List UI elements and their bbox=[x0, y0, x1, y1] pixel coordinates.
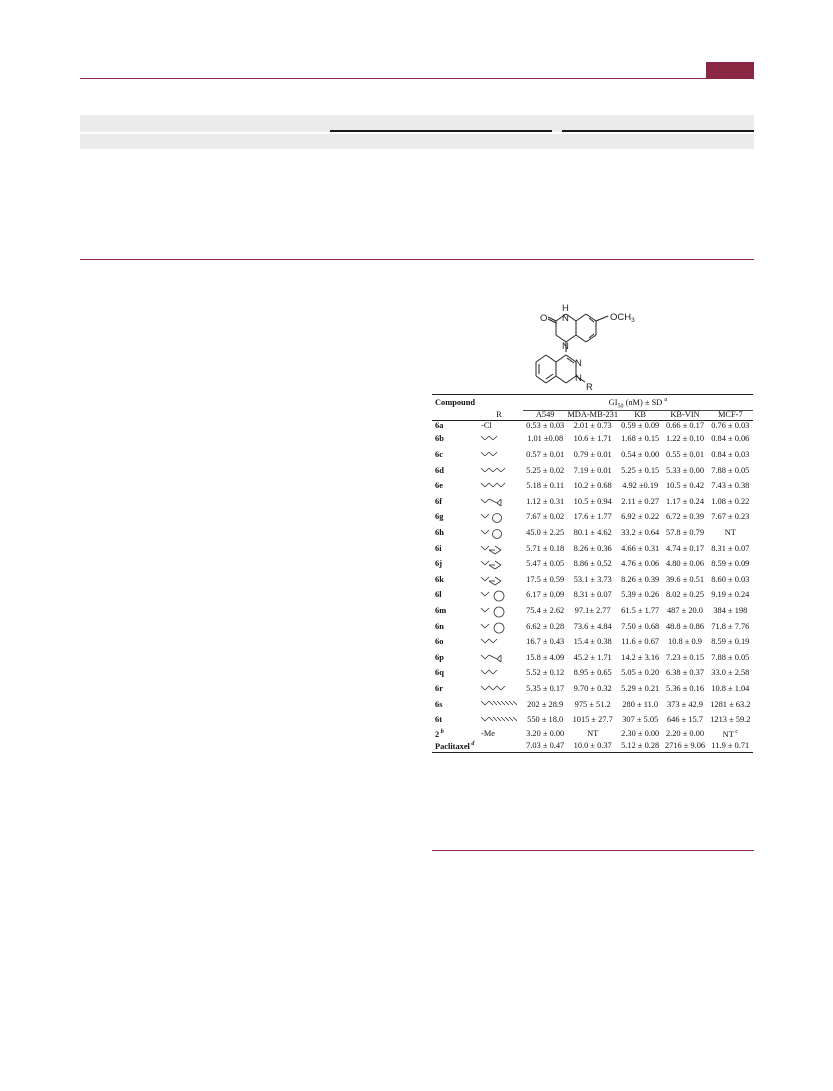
gi50-value: 7.67 ± 0.02 bbox=[526, 512, 565, 522]
table-row bbox=[432, 526, 753, 542]
gi50-value: 6.17 ± 0.09 bbox=[526, 590, 565, 600]
r-group bbox=[475, 697, 523, 713]
gi50-value: 15.4 ± 0.38 bbox=[573, 637, 612, 647]
gi50-value: 14.2 ± 3.16 bbox=[621, 652, 660, 662]
butylamino-sidechain-icon bbox=[479, 465, 523, 478]
table-row bbox=[432, 448, 753, 464]
gi50-value: NT $^c$ bbox=[722, 729, 738, 739]
compound-id: 6g bbox=[435, 512, 444, 522]
gi50-value: 5.39 ± 0.26 bbox=[621, 590, 660, 600]
gi50-value: 0.53 ± 0.03 bbox=[526, 420, 565, 430]
gi50-value: 97.1± 2.77 bbox=[574, 606, 611, 615]
r-group bbox=[475, 619, 523, 635]
gi50-value: 646 ± 15.7 bbox=[666, 715, 703, 725]
gi50-value: 10.6 ± 1.71 bbox=[573, 434, 612, 444]
r-group bbox=[475, 526, 523, 542]
table-row bbox=[432, 666, 753, 682]
gi50-value: 10.5 ± 0.94 bbox=[573, 496, 612, 506]
table-row bbox=[432, 635, 753, 651]
gi50-value: 307 ± 5.05 bbox=[622, 715, 659, 725]
gi50-value: 0.57 ± 0.01 bbox=[526, 450, 565, 460]
r-group bbox=[475, 494, 523, 510]
r-group bbox=[475, 666, 523, 682]
structure-n-ring2-label: N bbox=[575, 373, 582, 384]
gi50-value: 1213 ± 59.2 bbox=[710, 715, 751, 725]
section-divider bbox=[80, 259, 754, 260]
gi50-value: 550 ± 18.0 bbox=[527, 715, 564, 725]
gi50-value: 1.01 ±0.08 bbox=[527, 434, 564, 444]
gi50-value: 0.76 ± 0.03 bbox=[711, 420, 750, 430]
table-row bbox=[432, 604, 753, 620]
gi50-value: 39.6 ± 0.51 bbox=[665, 574, 705, 584]
compound-id: 6q bbox=[435, 668, 444, 678]
gi50-value: NT bbox=[587, 728, 599, 738]
table-row bbox=[432, 588, 753, 604]
gi50-value: 5.52 ± 0.12 bbox=[526, 668, 565, 678]
gi50-value: 75.4 ± 2.62 bbox=[526, 606, 565, 615]
gi50-value: 4.92 ±0.19 bbox=[622, 481, 659, 491]
table-row bbox=[432, 541, 753, 557]
column-header-kb: KB bbox=[634, 409, 647, 419]
table-header-band-2 bbox=[80, 134, 754, 149]
gi50-value: 61.5 ± 1.77 bbox=[621, 606, 660, 615]
methylamino-sidechain-icon bbox=[479, 433, 523, 446]
compound-id: 6e bbox=[435, 481, 443, 491]
table-row bbox=[432, 682, 753, 698]
compound-id: 6r bbox=[435, 683, 443, 693]
long-chain-hydroxylamine-sidechain-icon bbox=[479, 714, 523, 727]
column-group-rule-right bbox=[562, 130, 754, 132]
gi50-value: 9.19 ± 0.24 bbox=[711, 590, 750, 600]
gi50-value: 8.86 ± 0.52 bbox=[573, 559, 612, 569]
r-group bbox=[475, 479, 523, 495]
gi50-value: 16.7 ± 0.43 bbox=[526, 637, 565, 647]
page-tab-marker bbox=[706, 62, 754, 78]
r-group bbox=[475, 650, 523, 666]
structure-n-ring1-label: N bbox=[575, 358, 582, 369]
compound-id: 6p bbox=[435, 652, 444, 662]
compound-id: 6o bbox=[435, 637, 444, 647]
r-group bbox=[475, 588, 523, 604]
column-header-kb-vin: KB-VIN bbox=[670, 409, 700, 419]
r-group bbox=[475, 635, 523, 651]
cyanophenyl-meta-sidechain-icon bbox=[479, 605, 523, 618]
gi50-value: 7.88 ± 0.05 bbox=[711, 465, 750, 475]
compound-id: 6c bbox=[435, 450, 443, 460]
compound-id: 6b bbox=[435, 434, 444, 444]
gi50-value: 9.70 ± 0.32 bbox=[573, 683, 612, 693]
gi50-value: 487 ± 20.0 bbox=[666, 606, 703, 615]
gi50-value: 2716 ± 9.06 bbox=[664, 740, 706, 750]
column-group-rule-left bbox=[330, 130, 552, 132]
structure-o-label: O bbox=[540, 313, 548, 324]
ester-sidechain-icon bbox=[479, 667, 523, 680]
gi50-value: 1.22 ± 0.10 bbox=[665, 434, 705, 444]
r-header: R bbox=[496, 409, 502, 419]
gi50-value: 1.08 ± 0.22 bbox=[711, 496, 750, 506]
r-group bbox=[475, 541, 523, 557]
r-group bbox=[475, 557, 523, 573]
table-row bbox=[432, 479, 753, 495]
compound-id: 6i bbox=[435, 543, 442, 553]
gi50-value: 1.17 ± 0.24 bbox=[665, 496, 705, 506]
compound-id: 6m bbox=[435, 606, 447, 615]
gi50-value: 7.23 ± 0.15 bbox=[665, 652, 705, 662]
table-row bbox=[432, 619, 753, 635]
gi50-value: 5.36 ± 0.16 bbox=[665, 683, 705, 693]
gi50-value: 8.59 ± 0.09 bbox=[711, 559, 750, 569]
gi50-value: 5.25 ± 0.02 bbox=[526, 465, 565, 475]
gi50-value: 0.55 ± 0.01 bbox=[665, 450, 705, 460]
gi50-value: 5.33 ± 0.00 bbox=[665, 465, 705, 475]
compound-id: 6k bbox=[435, 574, 444, 584]
difluoropiperidine-sidechain-icon bbox=[479, 543, 523, 556]
gi50-value: 2.01 ± 0.73 bbox=[573, 420, 612, 430]
structure-n-mid-label: N bbox=[562, 341, 569, 352]
compound-id: 6l bbox=[435, 590, 442, 600]
gi50-value: 975 ± 51.2 bbox=[574, 699, 611, 709]
gi50-value: 53.1 ± 3.73 bbox=[573, 574, 612, 584]
gi50-value: 17.5 ± 0.59 bbox=[526, 574, 565, 584]
gi50-value: 8.26 ± 0.36 bbox=[573, 543, 612, 553]
gi50-value: 45.0 ± 2.25 bbox=[526, 528, 565, 538]
difluoroazetidine-sidechain-icon bbox=[479, 558, 523, 571]
table-row bbox=[432, 572, 753, 588]
table-row bbox=[432, 510, 753, 526]
gi50-value: 2.30 ± 0.00 bbox=[621, 728, 660, 738]
gi50-value: 33.0 ± 2.58 bbox=[711, 668, 750, 678]
methoxyazetidine-sidechain-icon bbox=[479, 574, 523, 587]
gi50-value: 8.31 ± 0.07 bbox=[711, 543, 750, 553]
gi50-value: NT bbox=[724, 528, 736, 538]
gi50-value: 3.20 ± 0.00 bbox=[526, 728, 565, 738]
gi50-table bbox=[432, 394, 753, 753]
gi50-value: 0.79 ± 0.01 bbox=[573, 450, 612, 460]
gi50-value: 8.02 ± 0.25 bbox=[665, 590, 705, 600]
compound-id: 6j bbox=[435, 559, 442, 569]
r-group bbox=[475, 604, 523, 620]
gi50-value: 5.71 ± 0.18 bbox=[526, 543, 565, 553]
gi50-value: 0.59 ± 0.09 bbox=[621, 420, 660, 430]
compound-id: 6t bbox=[435, 715, 442, 725]
r-group bbox=[475, 682, 523, 698]
ethoxy-sidechain-icon bbox=[479, 636, 523, 649]
gi50-value: 11.6 ± 0.67 bbox=[621, 637, 660, 647]
compound-id: 6d bbox=[435, 465, 444, 475]
gi50-value: 0.84 ± 0.03 bbox=[711, 450, 750, 460]
gi50-value: 5.18 ± 0.11 bbox=[526, 481, 565, 491]
gi50-value: 10.8 ± 1.04 bbox=[711, 683, 750, 693]
r-group bbox=[475, 740, 523, 752]
gi50-value: 4.74 ± 0.17 bbox=[665, 543, 705, 553]
column-header-mcf-7: MCF-7 bbox=[717, 409, 743, 419]
table-row bbox=[432, 697, 753, 713]
gi50-value: 10.0 ± 0.37 bbox=[573, 740, 612, 750]
gi50-value: 10.2 ± 0.68 bbox=[573, 481, 612, 491]
gi50-value: 7.19 ± 0.01 bbox=[573, 465, 612, 475]
gi50-value: 11.9 ± 0.71 bbox=[711, 740, 750, 750]
pyridylmethylamino-sidechain-icon bbox=[479, 621, 523, 634]
header-rule bbox=[80, 78, 754, 79]
gi50-value: 1281 ± 63.2 bbox=[710, 699, 751, 709]
table-row bbox=[432, 728, 753, 740]
r-group bbox=[475, 463, 523, 479]
r-group bbox=[475, 572, 523, 588]
gi50-group-header: $GI_{50}$ (nM) ± SD $^a$ bbox=[523, 395, 753, 411]
gi50-value: 5.29 ± 0.21 bbox=[621, 683, 660, 693]
gi50-value: 17.6 ± 1.77 bbox=[573, 512, 612, 522]
gi50-value: 8.31 ± 0.07 bbox=[573, 590, 612, 600]
gi50-value: 6.72 ± 0.39 bbox=[665, 512, 705, 522]
gi50-value: 4.66 ± 0.31 bbox=[621, 543, 660, 553]
gi50-value: 8.95 ± 0.65 bbox=[573, 668, 612, 678]
gi50-value: 6.92 ± 0.22 bbox=[621, 512, 660, 522]
gi50-value: 0.54 ± 0.00 bbox=[621, 450, 660, 460]
cyclopropylamino-sidechain-icon bbox=[479, 496, 523, 509]
gi50-value: 73.6 ± 4.84 bbox=[573, 621, 612, 631]
compound-id: Paclitaxel $^d$ bbox=[435, 740, 475, 751]
cyanophenylamino-sidechain-icon bbox=[479, 589, 523, 602]
structure-n-top-label: N bbox=[562, 313, 569, 324]
gi50-value: 373 ± 42.9 bbox=[666, 699, 703, 709]
gi50-value: 48.8 ± 0.86 bbox=[665, 621, 705, 631]
r-group: -Cl bbox=[481, 420, 492, 430]
gi50-value: 57.8 ± 0.79 bbox=[665, 528, 705, 538]
gi50-value: 10.8 ± 0.9 bbox=[668, 637, 702, 647]
long-chain-ketone-sidechain-icon bbox=[479, 698, 523, 711]
compound-id: 6h bbox=[435, 528, 444, 538]
gi50-value: 6.62 ± 0.28 bbox=[526, 621, 565, 631]
gi50-value: 71.8 ± 7.76 bbox=[711, 621, 750, 631]
scaffold-structure bbox=[530, 300, 700, 395]
table-row bbox=[432, 557, 753, 573]
structure-och3-label: $OCH_3$ bbox=[610, 312, 635, 324]
gi50-value: 8.59 ± 0.19 bbox=[711, 637, 750, 647]
compound-id: 6s bbox=[435, 699, 443, 709]
table-row bbox=[432, 650, 753, 666]
gi50-value: 7.03 ± 0.47 bbox=[526, 740, 565, 750]
column-header-a549: A549 bbox=[535, 409, 555, 419]
gi50-value: 2.11 ± 0.27 bbox=[621, 496, 660, 506]
ethylamino-sidechain-icon bbox=[479, 449, 523, 462]
gi50-value: 45.2 ± 1.71 bbox=[573, 652, 612, 662]
table-row bbox=[432, 463, 753, 479]
compound-id: 6n bbox=[435, 621, 444, 631]
hydroxypropylamino-sidechain-icon bbox=[479, 480, 523, 493]
gi50-value: 7.67 ± 0.23 bbox=[711, 512, 750, 522]
compound-header: Compound bbox=[435, 398, 476, 408]
gi50-value: 8.60 ± 0.03 bbox=[711, 574, 750, 584]
gi50-value: 1.12 ± 0.31 bbox=[526, 496, 565, 506]
cyclopropylmethoxy-sidechain-icon bbox=[479, 652, 523, 665]
table-row bbox=[432, 740, 753, 752]
table-row bbox=[432, 713, 753, 729]
gi50-value: 5.47 ± 0.05 bbox=[526, 559, 565, 569]
compound-id: 6f bbox=[435, 496, 442, 506]
r-group bbox=[475, 448, 523, 464]
gi50-value: 1.68 ± 0.15 bbox=[621, 434, 660, 444]
gi50-value: 5.35 ± 0.17 bbox=[526, 683, 565, 693]
pyrrolidine-sidechain-icon bbox=[479, 527, 523, 540]
r-group bbox=[475, 713, 523, 729]
r-group bbox=[475, 432, 523, 448]
gi50-value: 5.12 ± 0.28 bbox=[621, 740, 660, 750]
gi50-value: 4.76 ± 0.06 bbox=[621, 559, 660, 569]
gi50-value: 6.38 ± 0.37 bbox=[665, 668, 705, 678]
r-group: -Me bbox=[481, 728, 495, 738]
gi50-value: 33.2 ± 0.64 bbox=[621, 528, 660, 538]
structure-nh-label: H bbox=[562, 303, 569, 314]
compound-id: 6a bbox=[435, 420, 444, 430]
gi50-value: 7.43 ± 0.38 bbox=[711, 481, 750, 491]
gi50-value: 0.66 ± 0.17 bbox=[665, 420, 705, 430]
gi50-value: 202 ± 28.9 bbox=[527, 699, 564, 709]
hydroxyethyl-sidechain-icon bbox=[479, 683, 523, 696]
structure-r-label: R bbox=[586, 382, 593, 393]
gi50-value: 0.84 ± 0.06 bbox=[711, 434, 750, 444]
gi50-value: 5.25 ± 0.15 bbox=[621, 465, 660, 475]
table-row bbox=[432, 432, 753, 448]
gi50-value: 10.5 ± 0.42 bbox=[665, 481, 705, 491]
gi50-value: 5.05 ± 0.20 bbox=[621, 668, 660, 678]
gi50-value: 1015 ± 27.7 bbox=[572, 715, 613, 725]
gi50-value: 7.88 ± 0.05 bbox=[711, 652, 750, 662]
gi50-value: 280 ± 11.0 bbox=[622, 699, 659, 709]
gi50-value: 384 ± 198 bbox=[713, 606, 748, 615]
gi50-value: 15.8 ± 4.09 bbox=[526, 652, 565, 662]
gi50-value: 7.50 ± 0.68 bbox=[621, 621, 660, 631]
gi50-value: 2.20 ± 0.00 bbox=[665, 728, 705, 738]
gi50-value: 8.26 ± 0.39 bbox=[621, 574, 660, 584]
gi50-value: 80.1 ± 4.62 bbox=[573, 528, 612, 538]
column-header-mda-mb-231: MDA-MB-231 bbox=[567, 409, 619, 419]
compound-id: 2 $^b$ bbox=[435, 729, 444, 739]
gi50-value: 4.80 ± 0.06 bbox=[665, 559, 705, 569]
cyclopentylamino-sidechain-icon bbox=[479, 511, 523, 524]
figure-bottom-rule bbox=[432, 850, 754, 851]
r-group bbox=[475, 510, 523, 526]
table-row bbox=[432, 494, 753, 510]
table-row bbox=[432, 420, 753, 432]
